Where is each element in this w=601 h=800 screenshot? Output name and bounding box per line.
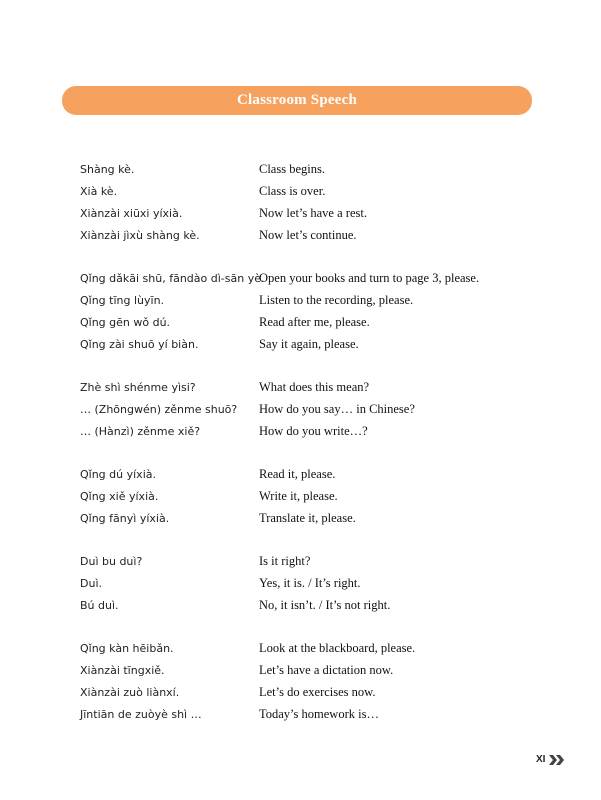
pinyin-text: Xià kè. <box>80 184 118 198</box>
phrase-row <box>80 463 540 485</box>
pinyin-text: Zhè shì shénme yìsi? <box>80 380 196 394</box>
pinyin-text: Xiànzài jìxù shàng kè. <box>80 228 200 242</box>
english-text: Say it again, please. <box>259 336 359 351</box>
english-text: Open your books and turn to page 3, please. <box>259 270 480 285</box>
english-text: Look at the blackboard, please. <box>259 640 416 655</box>
phrase-row <box>80 572 540 594</box>
english-text: Is it right? <box>259 553 311 568</box>
phrase-row <box>80 158 540 180</box>
english-text: Write it, please. <box>259 488 338 503</box>
phrase-row <box>80 550 540 572</box>
phrase-row <box>80 703 540 725</box>
english-text: Now let’s continue. <box>259 227 357 242</box>
phrase-row <box>80 224 540 246</box>
phrase-row <box>80 659 540 681</box>
english-text: Let’s have a dictation now. <box>259 662 394 677</box>
english-text: Translate it, please. <box>259 510 356 525</box>
phrase-row <box>80 202 540 224</box>
pinyin-text: Xiànzài xiūxi yíxià. <box>80 206 183 220</box>
phrase-row <box>80 637 540 659</box>
phrase-row <box>80 485 540 507</box>
page-number: XI <box>536 754 546 765</box>
pinyin-text: Qǐng fānyì yíxià. <box>80 511 170 525</box>
phrase-row <box>80 376 540 398</box>
section-title: Classroom Speech <box>236 92 357 108</box>
pinyin-text: Xiànzài tīngxiě. <box>80 663 165 677</box>
english-text: Today’s homework is… <box>259 706 379 721</box>
pinyin-text: … (Zhōngwén) zěnme shuō? <box>80 402 238 416</box>
phrase-row <box>80 311 540 333</box>
pinyin-text: … (Hànzì) zěnme xiě? <box>80 424 201 438</box>
english-text: No, it isn’t. / It’s not right. <box>259 597 391 612</box>
phrase-row <box>80 507 540 529</box>
pinyin-text: Qǐng xiě yíxià. <box>80 489 159 503</box>
english-text: Listen to the recording, please. <box>259 292 414 307</box>
pinyin-text: Duì bu duì? <box>80 554 143 568</box>
pinyin-text: Qǐng tīng lùyīn. <box>80 293 165 307</box>
english-text: Yes, it is. / It’s right. <box>259 575 361 590</box>
pinyin-text: Duì. <box>80 576 102 590</box>
phrase-row <box>80 681 540 703</box>
pinyin-text: Qǐng kàn hēibǎn. <box>80 641 174 655</box>
phrase-row <box>80 333 540 355</box>
english-text: Read it, please. <box>259 466 336 481</box>
english-text: Now let’s have a rest. <box>259 205 367 220</box>
pinyin-text: Xiànzài zuò liànxí. <box>80 685 180 699</box>
pinyin-text: Qǐng gēn wǒ dú. <box>80 315 171 329</box>
pinyin-text: Bú duì. <box>80 598 119 612</box>
page-marker <box>536 754 565 765</box>
phrase-row <box>80 594 540 616</box>
english-text: Read after me, please. <box>259 314 370 329</box>
english-text: Class begins. <box>259 161 325 176</box>
pinyin-text: Qǐng zài shuō yí biàn. <box>80 337 199 351</box>
phrase-row <box>80 398 540 420</box>
pinyin-text: Jīntiān de zuòyè shì … <box>80 707 202 721</box>
english-text: How do you say… in Chinese? <box>259 401 415 416</box>
english-text: How do you write…? <box>259 423 368 438</box>
double-chevron-right-icon <box>549 755 565 765</box>
phrase-row <box>80 180 540 202</box>
pinyin-text: Qǐng dǎkāi shū, fāndào dì-sān yè. <box>80 271 265 285</box>
english-text: Let’s do exercises now. <box>259 684 376 699</box>
phrase-row <box>80 267 540 289</box>
english-text: Class is over. <box>259 183 326 198</box>
pinyin-text: Qǐng dú yíxià. <box>80 467 156 481</box>
phrase-row <box>80 420 540 442</box>
section-banner <box>62 86 532 115</box>
english-text: What does this mean? <box>259 379 370 394</box>
phrase-row <box>80 289 540 311</box>
pinyin-text: Shàng kè. <box>80 162 135 176</box>
